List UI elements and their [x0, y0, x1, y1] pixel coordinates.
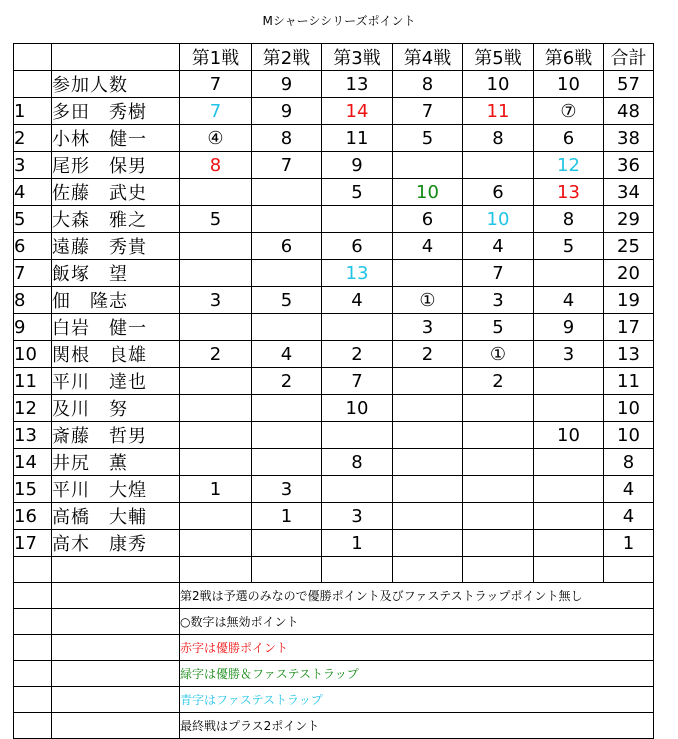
rank-cell: 7 [14, 260, 52, 287]
table-row [14, 152, 654, 179]
sheet-title: Mシャーシシリーズポイント [262, 14, 416, 28]
points-cell [180, 260, 252, 287]
driver-name: 佃 隆志 [52, 287, 180, 314]
legend-note-row [14, 583, 654, 609]
points-cell: 13 [322, 260, 393, 287]
table-row [14, 125, 654, 152]
points-cell: 9 [322, 152, 393, 179]
points-cell: 4 [463, 233, 534, 260]
driver-name: 高木 康秀 [52, 530, 180, 557]
points-cell: 7 [322, 368, 393, 395]
empty-cell [52, 635, 180, 661]
total-cell: 20 [604, 260, 654, 287]
rank-cell: 9 [14, 314, 52, 341]
total-cell: 10 [604, 422, 654, 449]
table-row [14, 449, 654, 476]
driver-name: 遠藤 秀貴 [52, 233, 180, 260]
participants-row [14, 71, 654, 98]
column-header: 第3戦 [322, 44, 393, 71]
points-cell [534, 395, 604, 422]
points-cell: 1 [322, 530, 393, 557]
total-cell: 4 [604, 503, 654, 530]
empty-cell [14, 661, 52, 687]
points-cell [534, 476, 604, 503]
points-cell [393, 395, 463, 422]
total-cell: 29 [604, 206, 654, 233]
driver-name: 関根 良雄 [52, 341, 180, 368]
points-cell: 9 [252, 98, 322, 125]
column-header: 第2戦 [252, 44, 322, 71]
points-cell: 11 [463, 98, 534, 125]
points-cell [393, 422, 463, 449]
rank-cell: 13 [14, 422, 52, 449]
empty-cell [14, 557, 52, 583]
points-cell [252, 314, 322, 341]
empty-cell [52, 687, 180, 713]
points-cell: ① [463, 341, 534, 368]
legend-note: 青字はファステストラップ [180, 687, 654, 713]
points-cell [534, 260, 604, 287]
participants-count: 10 [463, 71, 534, 98]
points-cell: 10 [393, 179, 463, 206]
points-cell: 6 [463, 179, 534, 206]
points-cell [180, 314, 252, 341]
driver-name: 尾形 保男 [52, 152, 180, 179]
points-cell [393, 152, 463, 179]
points-cell: 1 [180, 476, 252, 503]
table-row [14, 422, 654, 449]
points-cell: 5 [180, 206, 252, 233]
empty-cell [52, 583, 180, 609]
rank-cell: 14 [14, 449, 52, 476]
column-header: 第4戦 [393, 44, 463, 71]
points-cell: 2 [393, 341, 463, 368]
empty-cell [14, 635, 52, 661]
driver-name: 佐藤 武史 [52, 179, 180, 206]
total-cell: 10 [604, 395, 654, 422]
empty-cell [14, 71, 52, 98]
legend-note-row [14, 609, 654, 635]
total-cell: 48 [604, 98, 654, 125]
points-cell: 2 [322, 341, 393, 368]
table-row [14, 314, 654, 341]
points-cell: 4 [534, 287, 604, 314]
empty-cell [604, 557, 654, 583]
points-cell [322, 476, 393, 503]
points-cell [180, 179, 252, 206]
points-cell [322, 206, 393, 233]
empty-cell [463, 557, 534, 583]
points-cell [180, 368, 252, 395]
points-cell: 4 [252, 341, 322, 368]
points-cell: 3 [322, 503, 393, 530]
points-cell: 8 [252, 125, 322, 152]
points-cell: 3 [180, 287, 252, 314]
points-cell: 8 [463, 125, 534, 152]
empty-cell [14, 583, 52, 609]
header-row [14, 44, 654, 71]
points-cell: 8 [534, 206, 604, 233]
points-cell [393, 503, 463, 530]
driver-name: 斎藤 哲男 [52, 422, 180, 449]
table-row [14, 98, 654, 125]
table-row [14, 395, 654, 422]
rank-cell: 8 [14, 287, 52, 314]
total-cell: 1 [604, 530, 654, 557]
points-cell [534, 449, 604, 476]
legend-note: 緑字は優勝＆ファステストラップ [180, 661, 654, 687]
points-cell: 11 [322, 125, 393, 152]
points-cell: 5 [322, 179, 393, 206]
points-cell: 3 [534, 341, 604, 368]
table-row [14, 368, 654, 395]
points-cell [534, 368, 604, 395]
legend-note: ○数字は無効ポイント [180, 609, 654, 635]
points-cell: 7 [463, 260, 534, 287]
points-cell: 7 [393, 98, 463, 125]
corner-cell [14, 44, 52, 71]
points-cell [322, 422, 393, 449]
points-cell [463, 449, 534, 476]
points-cell: 6 [393, 206, 463, 233]
column-header: 第5戦 [463, 44, 534, 71]
driver-name: 小林 健一 [52, 125, 180, 152]
table-row [14, 530, 654, 557]
points-cell: 5 [534, 233, 604, 260]
legend-note: 最終戦はプラス2ポイント [180, 713, 654, 739]
points-cell: 2 [180, 341, 252, 368]
points-cell: 5 [463, 314, 534, 341]
points-cell: 5 [393, 125, 463, 152]
driver-name: 高橋 大輔 [52, 503, 180, 530]
table-row [14, 179, 654, 206]
points-cell [180, 233, 252, 260]
points-cell: 4 [322, 287, 393, 314]
points-cell [252, 449, 322, 476]
points-cell [252, 260, 322, 287]
table-row [14, 341, 654, 368]
points-cell [463, 530, 534, 557]
total-cell: 8 [604, 449, 654, 476]
rank-cell: 2 [14, 125, 52, 152]
total-cell: 36 [604, 152, 654, 179]
rank-cell: 17 [14, 530, 52, 557]
points-cell [393, 260, 463, 287]
points-cell: 7 [180, 98, 252, 125]
points-cell: 1 [252, 503, 322, 530]
points-cell: 8 [322, 449, 393, 476]
column-header: 第6戦 [534, 44, 604, 71]
participants-count: 10 [534, 71, 604, 98]
points-cell [252, 179, 322, 206]
points-cell: 10 [463, 206, 534, 233]
points-cell [534, 503, 604, 530]
points-cell [252, 530, 322, 557]
rank-cell: 12 [14, 395, 52, 422]
table-row [14, 476, 654, 503]
table-row [14, 503, 654, 530]
points-cell [534, 530, 604, 557]
points-cell [180, 395, 252, 422]
rank-cell: 15 [14, 476, 52, 503]
points-cell: 5 [252, 287, 322, 314]
table-row [14, 260, 654, 287]
empty-cell [252, 557, 322, 583]
points-cell [463, 152, 534, 179]
points-table [13, 43, 654, 739]
points-cell [393, 476, 463, 503]
participants-count: 8 [393, 71, 463, 98]
table-row [14, 287, 654, 314]
legend-note-row [14, 661, 654, 687]
points-cell [463, 395, 534, 422]
empty-cell [14, 609, 52, 635]
points-cell: 3 [463, 287, 534, 314]
points-cell: 9 [534, 314, 604, 341]
empty-cell [180, 557, 252, 583]
legend-note: 第2戦は予選のみなので優勝ポイント及びファステストラップポイント無し [180, 583, 654, 609]
rank-cell: 5 [14, 206, 52, 233]
points-cell [180, 503, 252, 530]
rank-cell: 16 [14, 503, 52, 530]
points-cell: 4 [393, 233, 463, 260]
points-cell: 13 [534, 179, 604, 206]
points-cell: 6 [534, 125, 604, 152]
driver-name: 白岩 健一 [52, 314, 180, 341]
points-cell [252, 395, 322, 422]
total-cell: 17 [604, 314, 654, 341]
points-cell [463, 503, 534, 530]
participants-label: 参加人数 [52, 71, 180, 98]
empty-cell [14, 713, 52, 739]
column-header: 第1戦 [180, 44, 252, 71]
empty-cell [52, 661, 180, 687]
points-cell: 14 [322, 98, 393, 125]
legend-note: 赤字は優勝ポイント [180, 635, 654, 661]
rank-cell: 4 [14, 179, 52, 206]
table-row [14, 233, 654, 260]
driver-name: 多田 秀樹 [52, 98, 180, 125]
corner-cell [52, 44, 180, 71]
driver-name: 井尻 薫 [52, 449, 180, 476]
rank-cell: 1 [14, 98, 52, 125]
driver-name: 平川 達也 [52, 368, 180, 395]
points-cell [393, 530, 463, 557]
rank-cell: 6 [14, 233, 52, 260]
points-cell [252, 206, 322, 233]
total-cell: 11 [604, 368, 654, 395]
column-header: 合計 [604, 44, 654, 71]
driver-name: 及川 努 [52, 395, 180, 422]
points-cell: 10 [534, 422, 604, 449]
points-cell: 6 [252, 233, 322, 260]
points-cell: 3 [252, 476, 322, 503]
total-cell: 4 [604, 476, 654, 503]
rank-cell: 11 [14, 368, 52, 395]
points-cell: 8 [180, 152, 252, 179]
empty-cell [52, 557, 180, 583]
total-cell: 19 [604, 287, 654, 314]
points-cell: ⑦ [534, 98, 604, 125]
points-cell: 2 [463, 368, 534, 395]
points-cell: 3 [393, 314, 463, 341]
participants-count: 9 [252, 71, 322, 98]
empty-cell [534, 557, 604, 583]
driver-name: 大森 雅之 [52, 206, 180, 233]
points-cell [252, 422, 322, 449]
driver-name: 平川 大煌 [52, 476, 180, 503]
rank-cell: 3 [14, 152, 52, 179]
points-cell [463, 476, 534, 503]
points-cell [463, 422, 534, 449]
points-cell: ① [393, 287, 463, 314]
blank-row [14, 557, 654, 583]
rank-cell: 10 [14, 341, 52, 368]
legend-note-row [14, 635, 654, 661]
empty-cell [52, 713, 180, 739]
points-cell: ④ [180, 125, 252, 152]
legend-note-row [14, 713, 654, 739]
total-cell: 13 [604, 341, 654, 368]
participants-count: 13 [322, 71, 393, 98]
empty-cell [52, 609, 180, 635]
participants-count: 57 [604, 71, 654, 98]
points-cell: 10 [322, 395, 393, 422]
points-cell: 6 [322, 233, 393, 260]
points-cell: 2 [252, 368, 322, 395]
points-cell [180, 449, 252, 476]
points-cell: 12 [534, 152, 604, 179]
total-cell: 25 [604, 233, 654, 260]
points-cell [393, 449, 463, 476]
points-cell [180, 530, 252, 557]
points-cell: 7 [252, 152, 322, 179]
total-cell: 34 [604, 179, 654, 206]
points-cell [393, 368, 463, 395]
table-row [14, 206, 654, 233]
driver-name: 飯塚 望 [52, 260, 180, 287]
participants-count: 7 [180, 71, 252, 98]
points-cell [322, 314, 393, 341]
total-cell: 38 [604, 125, 654, 152]
legend-note-row [14, 687, 654, 713]
points-cell [180, 422, 252, 449]
empty-cell [14, 687, 52, 713]
empty-cell [322, 557, 393, 583]
empty-cell [393, 557, 463, 583]
